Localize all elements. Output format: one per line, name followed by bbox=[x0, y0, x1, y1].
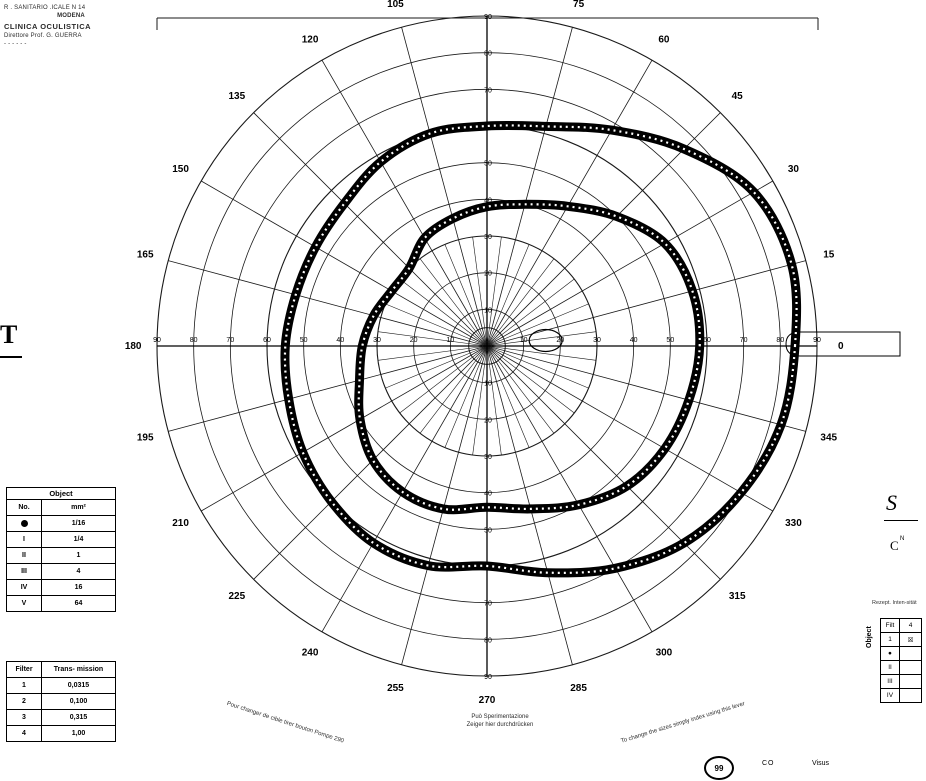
radial-tick-label-v-20: 20 bbox=[484, 270, 492, 278]
radial-tick-label-v-80: 80 bbox=[484, 50, 492, 58]
table-row bbox=[881, 689, 921, 702]
grid-spoke-minor bbox=[385, 346, 487, 388]
grid-spoke-minor bbox=[487, 244, 529, 346]
clinic-line-1: R . SANITARIO .ICALE N 14 bbox=[4, 5, 86, 11]
legend-symbol-ii: II bbox=[7, 548, 42, 563]
rt-col1: II bbox=[881, 661, 900, 674]
angle-tick-label-195: 195 bbox=[136, 432, 154, 444]
angle-tick-label-15: 15 bbox=[823, 249, 835, 261]
grid-spoke-165 bbox=[168, 261, 487, 346]
radial-tick-label-v-50: 50 bbox=[484, 160, 492, 168]
rt-col1: III bbox=[881, 675, 900, 688]
grid-spoke-105 bbox=[402, 27, 487, 346]
radial-tick-label-v-60: 60 bbox=[484, 124, 492, 131]
grid-spoke-345 bbox=[487, 346, 806, 431]
nasal-marker: C bbox=[890, 538, 899, 553]
filter-value: 0,0315 bbox=[67, 682, 90, 689]
legend-value: 4 bbox=[76, 568, 81, 575]
right-table-caption: Rezept. Inten-sität bbox=[872, 600, 917, 606]
rt-col2: ☒ bbox=[907, 636, 914, 644]
radial-tick-label-h-40: 40 bbox=[336, 337, 345, 344]
radial-tick-label-v-90: 90 bbox=[484, 674, 492, 681]
clinic-line-2: MODENA bbox=[57, 13, 85, 19]
radial-tick-label-h-20: 20 bbox=[556, 337, 565, 344]
filter-value: 0,100 bbox=[69, 698, 88, 705]
radial-tick-label-h-70: 70 bbox=[739, 337, 748, 344]
angle-tick-label-300: 300 bbox=[655, 647, 673, 659]
table-row bbox=[7, 580, 115, 596]
footer-right-text: CO bbox=[762, 760, 775, 767]
temporal-marker-rule bbox=[0, 356, 22, 358]
legend-symbol-i: I bbox=[7, 532, 42, 547]
table-row bbox=[7, 662, 115, 678]
legend-header-col2: mm² bbox=[71, 504, 86, 511]
angle-tick-label-120: 120 bbox=[301, 34, 319, 46]
legend-header-col1: No. bbox=[7, 500, 42, 515]
radial-tick-label-h-80: 80 bbox=[776, 337, 785, 344]
angle-tick-label-225: 225 bbox=[228, 591, 246, 603]
angle-tick-label-255: 255 bbox=[387, 682, 404, 694]
radial-tick-label-h-80: 80 bbox=[189, 337, 198, 344]
table-row bbox=[7, 548, 115, 564]
radial-tick-label-v-20: 20 bbox=[484, 417, 492, 425]
legend-symbol-dot bbox=[7, 516, 42, 531]
legend-symbol-iii: III bbox=[7, 564, 42, 579]
angle-tick-label-165: 165 bbox=[136, 249, 154, 261]
rt-col1: IV bbox=[881, 689, 900, 702]
legend-symbol-v: V bbox=[7, 596, 42, 611]
table-row bbox=[7, 516, 115, 532]
rt-col2 bbox=[900, 689, 921, 702]
angle-tick-label-180: 180 bbox=[124, 341, 142, 352]
grid-spoke-minor bbox=[487, 304, 589, 346]
clinic-line-3: CLINICA OCULISTICA bbox=[4, 22, 92, 31]
table-row bbox=[881, 661, 921, 675]
radial-tick-label-h-30: 30 bbox=[593, 337, 601, 344]
filter-legend-table bbox=[6, 661, 116, 742]
legend-symbol-iv: IV bbox=[7, 580, 42, 595]
radial-tick-label-h-10: 10 bbox=[519, 337, 528, 344]
right-intensity-table bbox=[880, 618, 922, 703]
footer-note-left: Pour changer de cible tirer bouton Pompe 290 bbox=[225, 700, 345, 745]
radial-tick-label-v-70: 70 bbox=[484, 600, 492, 608]
grid-spoke-minor bbox=[445, 244, 487, 346]
grid-spoke-195 bbox=[168, 346, 487, 431]
radial-tick-label-h-40: 40 bbox=[629, 337, 638, 344]
radial-tick-label-v-70: 70 bbox=[484, 87, 492, 95]
table-row bbox=[7, 694, 115, 710]
angle-tick-label-30: 30 bbox=[787, 164, 799, 176]
rt-col1: ● bbox=[881, 647, 900, 660]
radial-tick-label-v-30: 30 bbox=[484, 454, 492, 461]
table-row bbox=[881, 675, 921, 689]
nasal-marker-sup: N bbox=[900, 536, 905, 542]
radial-tick-label-h-70: 70 bbox=[226, 337, 235, 344]
angle-tick-label-240: 240 bbox=[301, 647, 319, 659]
object-legend-table bbox=[6, 487, 116, 612]
angle-tick-label-0: 0 bbox=[838, 341, 844, 352]
radial-tick-label-v-10: 10 bbox=[484, 380, 492, 388]
radial-tick-label-h-20: 20 bbox=[409, 337, 418, 344]
footer-right-text-2: Visus bbox=[812, 760, 829, 767]
filter-no: 1 bbox=[7, 678, 42, 693]
filter-value: 1,00 bbox=[71, 730, 86, 737]
table-row bbox=[7, 726, 115, 741]
table-row bbox=[7, 532, 115, 548]
filter-value: 0,315 bbox=[69, 714, 88, 721]
clinic-line-5: - - - - - - bbox=[4, 41, 27, 47]
superior-marker: S bbox=[886, 490, 897, 515]
angle-tick-label-105: 105 bbox=[387, 0, 404, 11]
table-row bbox=[7, 710, 115, 726]
radial-tick-label-v-40: 40 bbox=[484, 490, 492, 498]
footer-note-center bbox=[440, 713, 560, 729]
footer-badge: 99 bbox=[704, 756, 734, 780]
radial-tick-label-v-50: 50 bbox=[484, 527, 492, 535]
legend-value: 64 bbox=[74, 600, 83, 607]
angle-tick-label-210: 210 bbox=[172, 517, 189, 529]
radial-tick-label-h-90: 90 bbox=[153, 337, 161, 344]
radial-tick-label-h-90: 90 bbox=[813, 337, 821, 344]
rt-col1: 1 bbox=[881, 633, 900, 646]
table-row bbox=[7, 500, 115, 516]
rt-col2 bbox=[900, 661, 921, 674]
footer-note-center-1: Può Sperimentazione bbox=[471, 714, 529, 720]
radial-tick-label-h-10: 10 bbox=[446, 337, 455, 344]
angle-tick-label-345: 345 bbox=[820, 432, 838, 444]
angle-tick-label-45: 45 bbox=[731, 90, 743, 102]
superior-marker-rule bbox=[884, 520, 918, 521]
angle-tick-label-315: 315 bbox=[728, 591, 746, 603]
radial-tick-label-h-60: 60 bbox=[263, 337, 271, 344]
object-legend-title: Object bbox=[7, 488, 115, 500]
legend-value: 1 bbox=[76, 552, 81, 559]
temporal-marker: T bbox=[0, 320, 18, 349]
grid-spoke-15 bbox=[487, 261, 806, 346]
radial-tick-label-h-50: 50 bbox=[299, 337, 308, 344]
angle-tick-label-60: 60 bbox=[658, 34, 670, 46]
table-row bbox=[881, 619, 921, 633]
grid-spoke-minor bbox=[487, 346, 529, 448]
grid-spoke-minor bbox=[445, 346, 487, 448]
grid-spoke-75 bbox=[487, 27, 572, 346]
radial-tick-label-h-30: 30 bbox=[373, 337, 381, 344]
table-row bbox=[7, 678, 115, 694]
clinic-stamp bbox=[4, 4, 138, 60]
angle-tick-label-150: 150 bbox=[172, 164, 189, 176]
grid-spoke-minor bbox=[487, 346, 589, 388]
radial-tick-label-h-60: 60 bbox=[703, 337, 711, 344]
table-row bbox=[881, 633, 921, 647]
radial-tick-label-h-50: 50 bbox=[666, 337, 675, 344]
filter-no: 3 bbox=[7, 710, 42, 725]
radial-tick-label-v-60: 60 bbox=[484, 564, 492, 571]
table-row bbox=[881, 647, 921, 661]
rt-col2 bbox=[900, 647, 921, 660]
angle-tick-label-285: 285 bbox=[570, 682, 587, 694]
filter-no: 4 bbox=[7, 726, 42, 741]
rt-col1: Filt bbox=[881, 619, 900, 632]
rt-col2 bbox=[900, 675, 921, 688]
footer-note-center-2: Zeiger hier durchdrücken bbox=[466, 722, 534, 728]
filter-no: 2 bbox=[7, 694, 42, 709]
legend-value: 1/16 bbox=[71, 520, 86, 527]
radial-tick-label-v-90: 90 bbox=[484, 14, 492, 21]
table-row bbox=[7, 564, 115, 580]
filter-header-col2: Trans- mission bbox=[53, 666, 104, 673]
radial-tick-label-v-40: 40 bbox=[484, 197, 492, 205]
dot-icon bbox=[21, 520, 28, 527]
legend-value: 1/4 bbox=[73, 536, 84, 543]
right-table-label: Object bbox=[866, 626, 873, 648]
angle-tick-label-75: 75 bbox=[573, 0, 585, 11]
footer-note-right: To change the sizes simply index using this lever bbox=[620, 701, 746, 745]
table-row bbox=[7, 596, 115, 611]
angle-tick-label-330: 330 bbox=[785, 517, 802, 529]
legend-value: 16 bbox=[74, 584, 83, 591]
radial-tick-label-v-30: 30 bbox=[484, 234, 492, 241]
clinic-line-4: Direttore Prof. G. GUERRA bbox=[4, 33, 82, 39]
radial-tick-label-v-80: 80 bbox=[484, 637, 492, 645]
angle-tick-label-270: 270 bbox=[478, 694, 496, 706]
grid-spoke-minor bbox=[385, 304, 487, 346]
angle-tick-label-135: 135 bbox=[228, 90, 246, 102]
radial-tick-label-v-10: 10 bbox=[484, 307, 492, 315]
filter-header-col1: Filter bbox=[7, 662, 42, 677]
rt-col2: 4 bbox=[908, 622, 913, 629]
